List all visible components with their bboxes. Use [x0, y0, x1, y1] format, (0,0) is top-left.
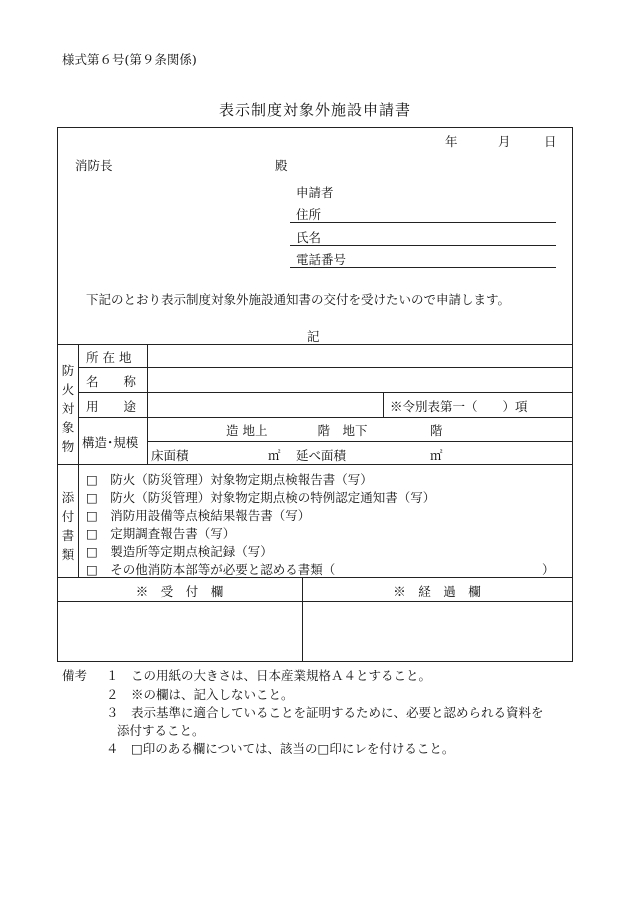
- ki-label: 記: [307, 329, 320, 344]
- section-divider-top: [57, 344, 572, 345]
- applicant-heading: 申請者: [296, 185, 334, 200]
- note-number: ２: [106, 687, 119, 702]
- reception-header: ※ 受 付 欄: [135, 584, 224, 599]
- note-number: １: [106, 668, 119, 683]
- floor-area-label: 床面積: [151, 448, 189, 463]
- row-line-4: [147, 441, 572, 442]
- attachment-item[interactable]: □ その他消防本部等が必要と認める書類（: [86, 562, 336, 577]
- name-label: 名 称: [86, 374, 137, 389]
- name-underline: [290, 245, 556, 246]
- reception-divider-top: [57, 577, 572, 578]
- attachments-divider: [57, 464, 572, 465]
- request-text: 下記のとおり表示制度対象外施設通知書の交付を受けたいので申請します。: [86, 292, 511, 307]
- total-area-label: 延べ面積: [296, 448, 347, 463]
- attachment-item[interactable]: □ 定期調査報告書（写）: [86, 526, 236, 541]
- attachment-item[interactable]: □ 防火（防災管理）対象物定期点検報告書（写）: [86, 472, 373, 487]
- page-title: 表示制度対象外施設申請書: [218, 101, 411, 119]
- use-label: 用 途: [86, 399, 137, 414]
- applicant-name-label: 氏名: [296, 230, 322, 245]
- date-month: 月: [498, 134, 511, 149]
- side-column-divider: [78, 344, 79, 577]
- attachment-item[interactable]: □ 消防用設備等点検結果報告書（写）: [86, 508, 311, 523]
- note-text: 添付すること。: [117, 723, 205, 738]
- structure-row1: 造 地上 階 地下 階: [226, 423, 443, 438]
- phone-underline: [290, 267, 556, 268]
- row-line-2: [78, 392, 572, 393]
- attachment-item[interactable]: □ 防火（防災管理）対象物定期点検の特例認定通知書（写）: [86, 490, 436, 505]
- progress-header: ※ 経 過 欄: [393, 584, 481, 599]
- notes-label: 備考: [62, 668, 88, 683]
- label-column-divider: [147, 344, 148, 464]
- use-note: ※令別表第一（ ）項: [390, 399, 528, 414]
- structure-label: 構造･規模: [82, 435, 139, 450]
- note-text: 表示基準に適合していることを証明するために、必要と認められる資料を: [131, 705, 544, 720]
- addressee-honorific: 殿: [275, 158, 288, 173]
- location-label: 所 在 地: [86, 350, 132, 365]
- addressee-name: 消防長: [75, 158, 113, 173]
- date-day: 日: [544, 134, 557, 149]
- date-year: 年: [445, 134, 458, 149]
- attachment-item[interactable]: □ 製造所等定期点検記録（写）: [86, 544, 273, 559]
- applicant-address-label: 住所: [296, 207, 322, 222]
- note-text: □印のある欄については、該当の□印にレを付けること。: [131, 741, 455, 756]
- note-text: ※の欄は、記入しないこと。: [131, 687, 294, 702]
- note-text: この用紙の大きさは、日本産業規格Ａ４とすること。: [131, 668, 432, 683]
- applicant-phone-label: 電話番号: [296, 252, 347, 267]
- reception-divider-bottom: [57, 601, 572, 602]
- form-number: 様式第６号(第９条関係): [62, 52, 197, 67]
- row-line-3: [78, 417, 572, 418]
- note-number: ４: [106, 741, 119, 756]
- attachment-other-close: ）: [542, 562, 555, 577]
- fire-object-side-label: 防火対象物: [61, 363, 75, 454]
- unit-m2-1: ㎡: [268, 448, 281, 463]
- use-note-divider: [383, 392, 384, 417]
- unit-m2-2: ㎡: [430, 448, 443, 463]
- note-number: ３: [106, 705, 119, 720]
- address-underline: [290, 222, 556, 223]
- row-line-1: [78, 367, 572, 368]
- attachments-side-label: 添付書類: [61, 490, 75, 562]
